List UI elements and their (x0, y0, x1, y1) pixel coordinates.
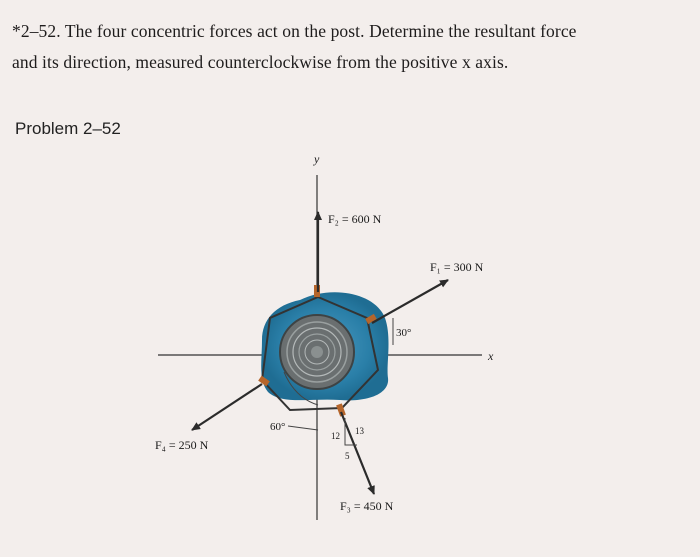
post (280, 315, 354, 389)
angle-60-pointer (288, 426, 318, 430)
slope-5-label: 5 (345, 451, 350, 461)
f4-label: F₄ = 250 N (155, 438, 209, 452)
f1-label: F₁ = 300 N (430, 260, 484, 274)
angle-30-label: 30° (396, 327, 412, 339)
f2-label: F₂ = 600 N (328, 212, 382, 226)
y-axis-label: y (314, 152, 320, 166)
f1-arrow (372, 280, 448, 323)
problem-line-2: and its direction, measured counterclockwise from the positive x axis. (12, 52, 509, 72)
x-axis-label: x (488, 349, 494, 363)
angle-60-label: 60° (270, 421, 286, 433)
slope-13-label: 13 (355, 426, 364, 436)
problem-label: Problem 2–52 (15, 119, 121, 138)
f4-arrow (192, 384, 262, 430)
f3-label: F₃ = 450 N (340, 499, 394, 513)
problem-line-1: *2–52. The four concentric forces act on the post. Determine the resultant force (12, 21, 577, 41)
slope-12-label: 12 (331, 431, 340, 441)
